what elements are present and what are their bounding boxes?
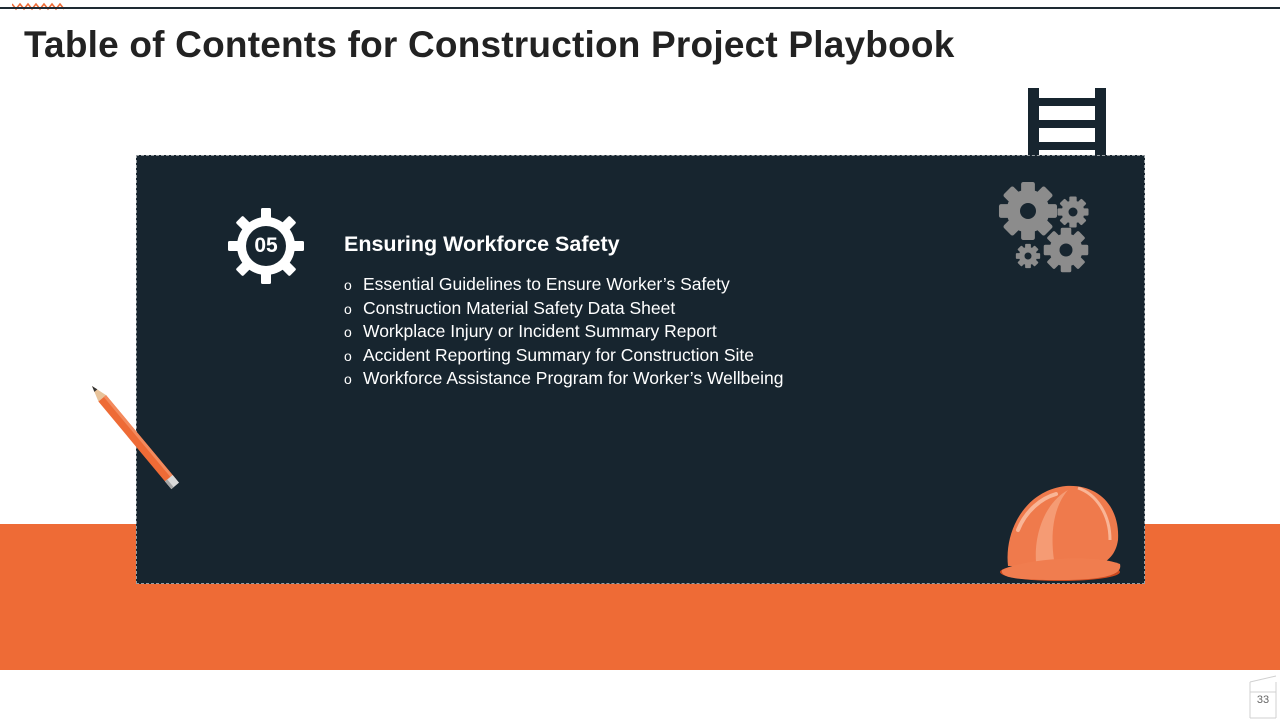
bullet: o bbox=[344, 371, 352, 387]
header-rule bbox=[0, 7, 1280, 9]
toc-item bbox=[344, 367, 783, 391]
ladder-icon bbox=[1026, 88, 1108, 158]
toc-item-label: Construction Material Safety Data Sheet bbox=[363, 297, 676, 318]
bullet: o bbox=[344, 347, 352, 364]
bullet: o bbox=[344, 277, 352, 293]
bullet: o bbox=[344, 300, 352, 317]
page-title: Table of Contents for Construction Project Playbook bbox=[24, 24, 955, 65]
toc-item bbox=[344, 344, 783, 368]
toc-item-label: Essential Guidelines to Ensure Worker’s Safety bbox=[363, 274, 730, 294]
gears-icon bbox=[994, 178, 1094, 274]
toc-item-label: Accident Reporting Summary for Construction Site bbox=[363, 344, 754, 365]
page-number: 33 bbox=[1256, 694, 1270, 706]
toc-item-label: Workforce Assistance Program for Worker’s Wellbeing bbox=[363, 368, 784, 388]
toc-item-label: Workplace Injury or Incident Summary Report bbox=[363, 321, 717, 341]
toc-item bbox=[344, 320, 783, 344]
hard-hat-icon bbox=[996, 480, 1124, 584]
bullet: o bbox=[344, 324, 352, 340]
section-number-badge bbox=[227, 207, 305, 285]
section-heading: Ensuring Workforce Safety bbox=[344, 232, 620, 256]
section-number: 05 bbox=[254, 234, 278, 257]
toc-item bbox=[344, 297, 783, 321]
pencil-icon bbox=[84, 380, 188, 504]
toc-list bbox=[344, 273, 783, 391]
toc-item bbox=[344, 273, 783, 297]
